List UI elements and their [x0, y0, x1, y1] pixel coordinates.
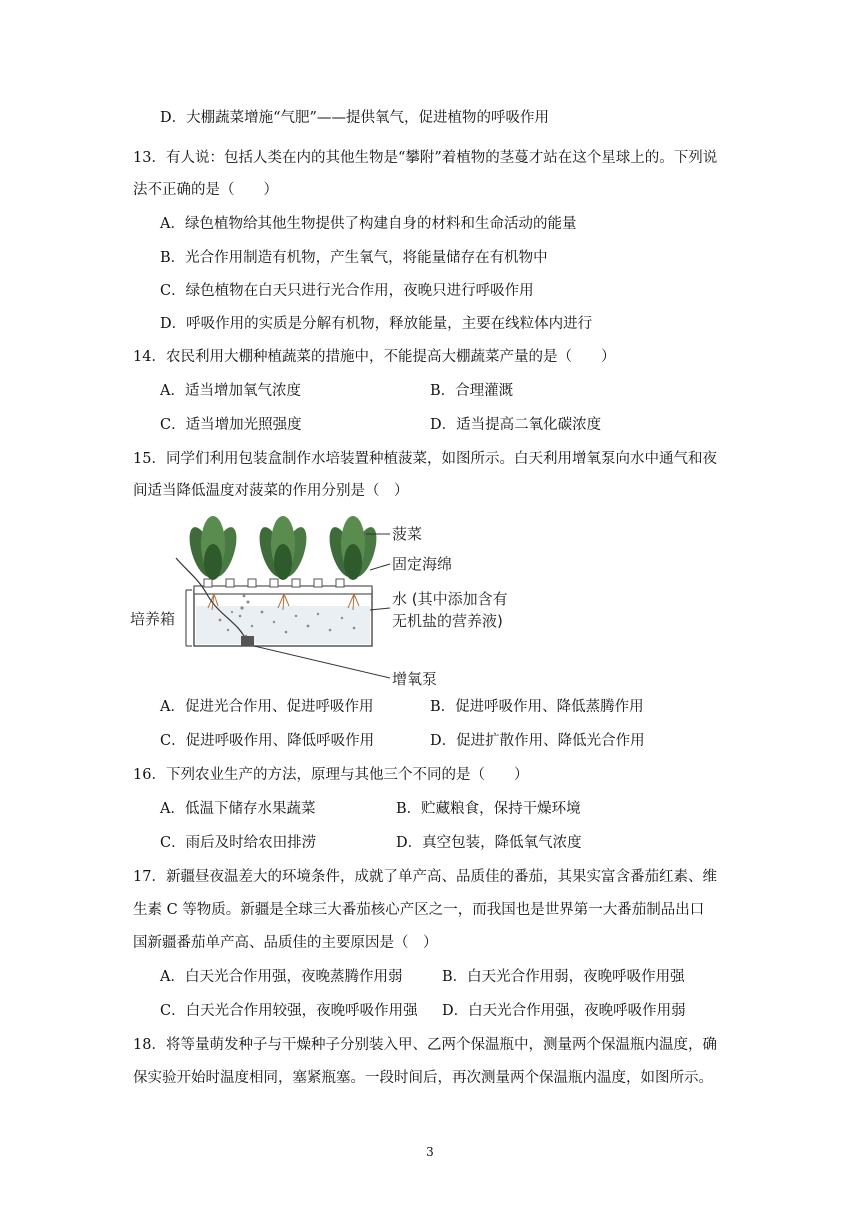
label-water-line2: 无机盐的营养液)	[392, 612, 503, 630]
q16-option-a: A．低温下储存水果蔬菜	[160, 801, 316, 817]
oxygen-pump-box	[241, 636, 254, 646]
q14-option-b: B．合理灌溉	[430, 383, 514, 399]
q15-option-d: D．促进扩散作用、降低光合作用	[430, 733, 645, 749]
q15-option-c: C．促进呼吸作用、降低呼吸作用	[160, 733, 375, 749]
q17-stem-line3: 国新疆番茄单产高、品质佳的主要原因是（ ）	[133, 935, 438, 951]
q14-option-a: A．适当增加氧气浓度	[160, 383, 301, 399]
nutrient-water	[196, 606, 370, 644]
q12-option-d: D．大棚蔬菜增施“气肥”——提供氧气，促进植物的呼吸作用	[160, 110, 549, 126]
q18-stem-line2: 保实验开始时温度相同，塞紧瓶塞。一段时间后，再次测量两个保温瓶内温度，如图所示。	[133, 1070, 713, 1086]
label-spinach: 菠菜	[392, 525, 423, 543]
q13-option-a: A．绿色植物给其他生物提供了构建自身的材料和生命活动的能量	[160, 216, 577, 232]
q15-option-b: B．促进呼吸作用、降低蒸腾作用	[430, 699, 644, 715]
fixing-sponge	[194, 586, 372, 594]
q13-option-c: C．绿色植物在白天只进行光合作用，夜晚只进行呼吸作用	[160, 283, 534, 299]
q17-option-c: C．白天光合作用较强，夜晚呼吸作用强	[160, 1003, 418, 1019]
q14-option-c: C．适当增加光照强度	[160, 417, 302, 433]
q13-option-d: D．呼吸作用的实质是分解有机物，释放能量，主要在线粒体内进行	[160, 316, 593, 332]
q17-stem-line1: 17．新疆昼夜温差大的环境条件，成就了单产高、品质佳的番茄，其果实富含番茄红素、维	[133, 869, 717, 885]
q13-stem-line1: 13．有人说：包括人类在内的其他生物是“攀附”着植物的茎蔓才站在这个星球上的。下列说	[133, 150, 718, 166]
q13-stem-line2: 法不正确的是（ ）	[133, 182, 278, 198]
q18-stem-line1: 18．将等量萌发种子与干燥种子分别装入甲、乙两个保温瓶中，测量两个保温瓶内温度，确	[133, 1037, 717, 1053]
spinach-plant-middle	[254, 516, 311, 580]
label-culture-box: 培养箱	[130, 610, 176, 628]
q14-stem: 14．农民利用大棚种植蔬菜的措施中，不能提高大棚蔬菜产量的是（ ）	[133, 349, 616, 365]
label-fixing-sponge: 固定海绵	[392, 555, 453, 573]
q16-option-d: D．真空包装，降低氧气浓度	[396, 835, 582, 851]
q15-stem-line1: 15．同学们利用包装盒制作水培装置种植菠菜，如图所示。白天利用增氧泵向水中通气和夜	[133, 451, 717, 467]
q14-option-d: D．适当提高二氧化碳浓度	[430, 417, 602, 433]
hydroponic-diagram	[128, 512, 528, 692]
q17-option-d: D．白天光合作用强，夜晚呼吸作用弱	[442, 1003, 686, 1019]
spinach-plant-right	[324, 516, 381, 580]
page-number: 3	[426, 1145, 434, 1159]
q16-option-b: B．贮藏粮食，保持干燥环境	[396, 801, 581, 817]
q17-stem-line2: 生素 C 等物质。新疆是全球三大番茄核心产区之一，而我国也是世界第一大番茄制品出口	[133, 902, 705, 918]
q16-option-c: C．雨后及时给农田排涝	[160, 835, 317, 851]
label-oxygen-pump: 增氧泵	[392, 670, 438, 688]
q17-option-a: A．白天光合作用强，夜晚蒸腾作用弱	[160, 969, 403, 985]
hydroponic-figure	[128, 512, 528, 692]
q16-stem: 16．下列农业生产的方法，原理与其他三个不同的是（ ）	[133, 767, 529, 783]
q13-option-b: B．光合作用制造有机物，产生氧气，将能量储存在有机物中	[160, 250, 548, 266]
spinach-plant-left	[184, 516, 241, 580]
label-water-line1: 水 (其中添加含有	[392, 590, 508, 608]
q15-stem-line2: 间适当降低温度对菠菜的作用分别是（ ）	[133, 483, 409, 499]
q17-option-b: B．白天光合作用弱，夜晚呼吸作用强	[442, 969, 685, 985]
q15-option-a: A．促进光合作用、促进呼吸作用	[160, 699, 374, 715]
